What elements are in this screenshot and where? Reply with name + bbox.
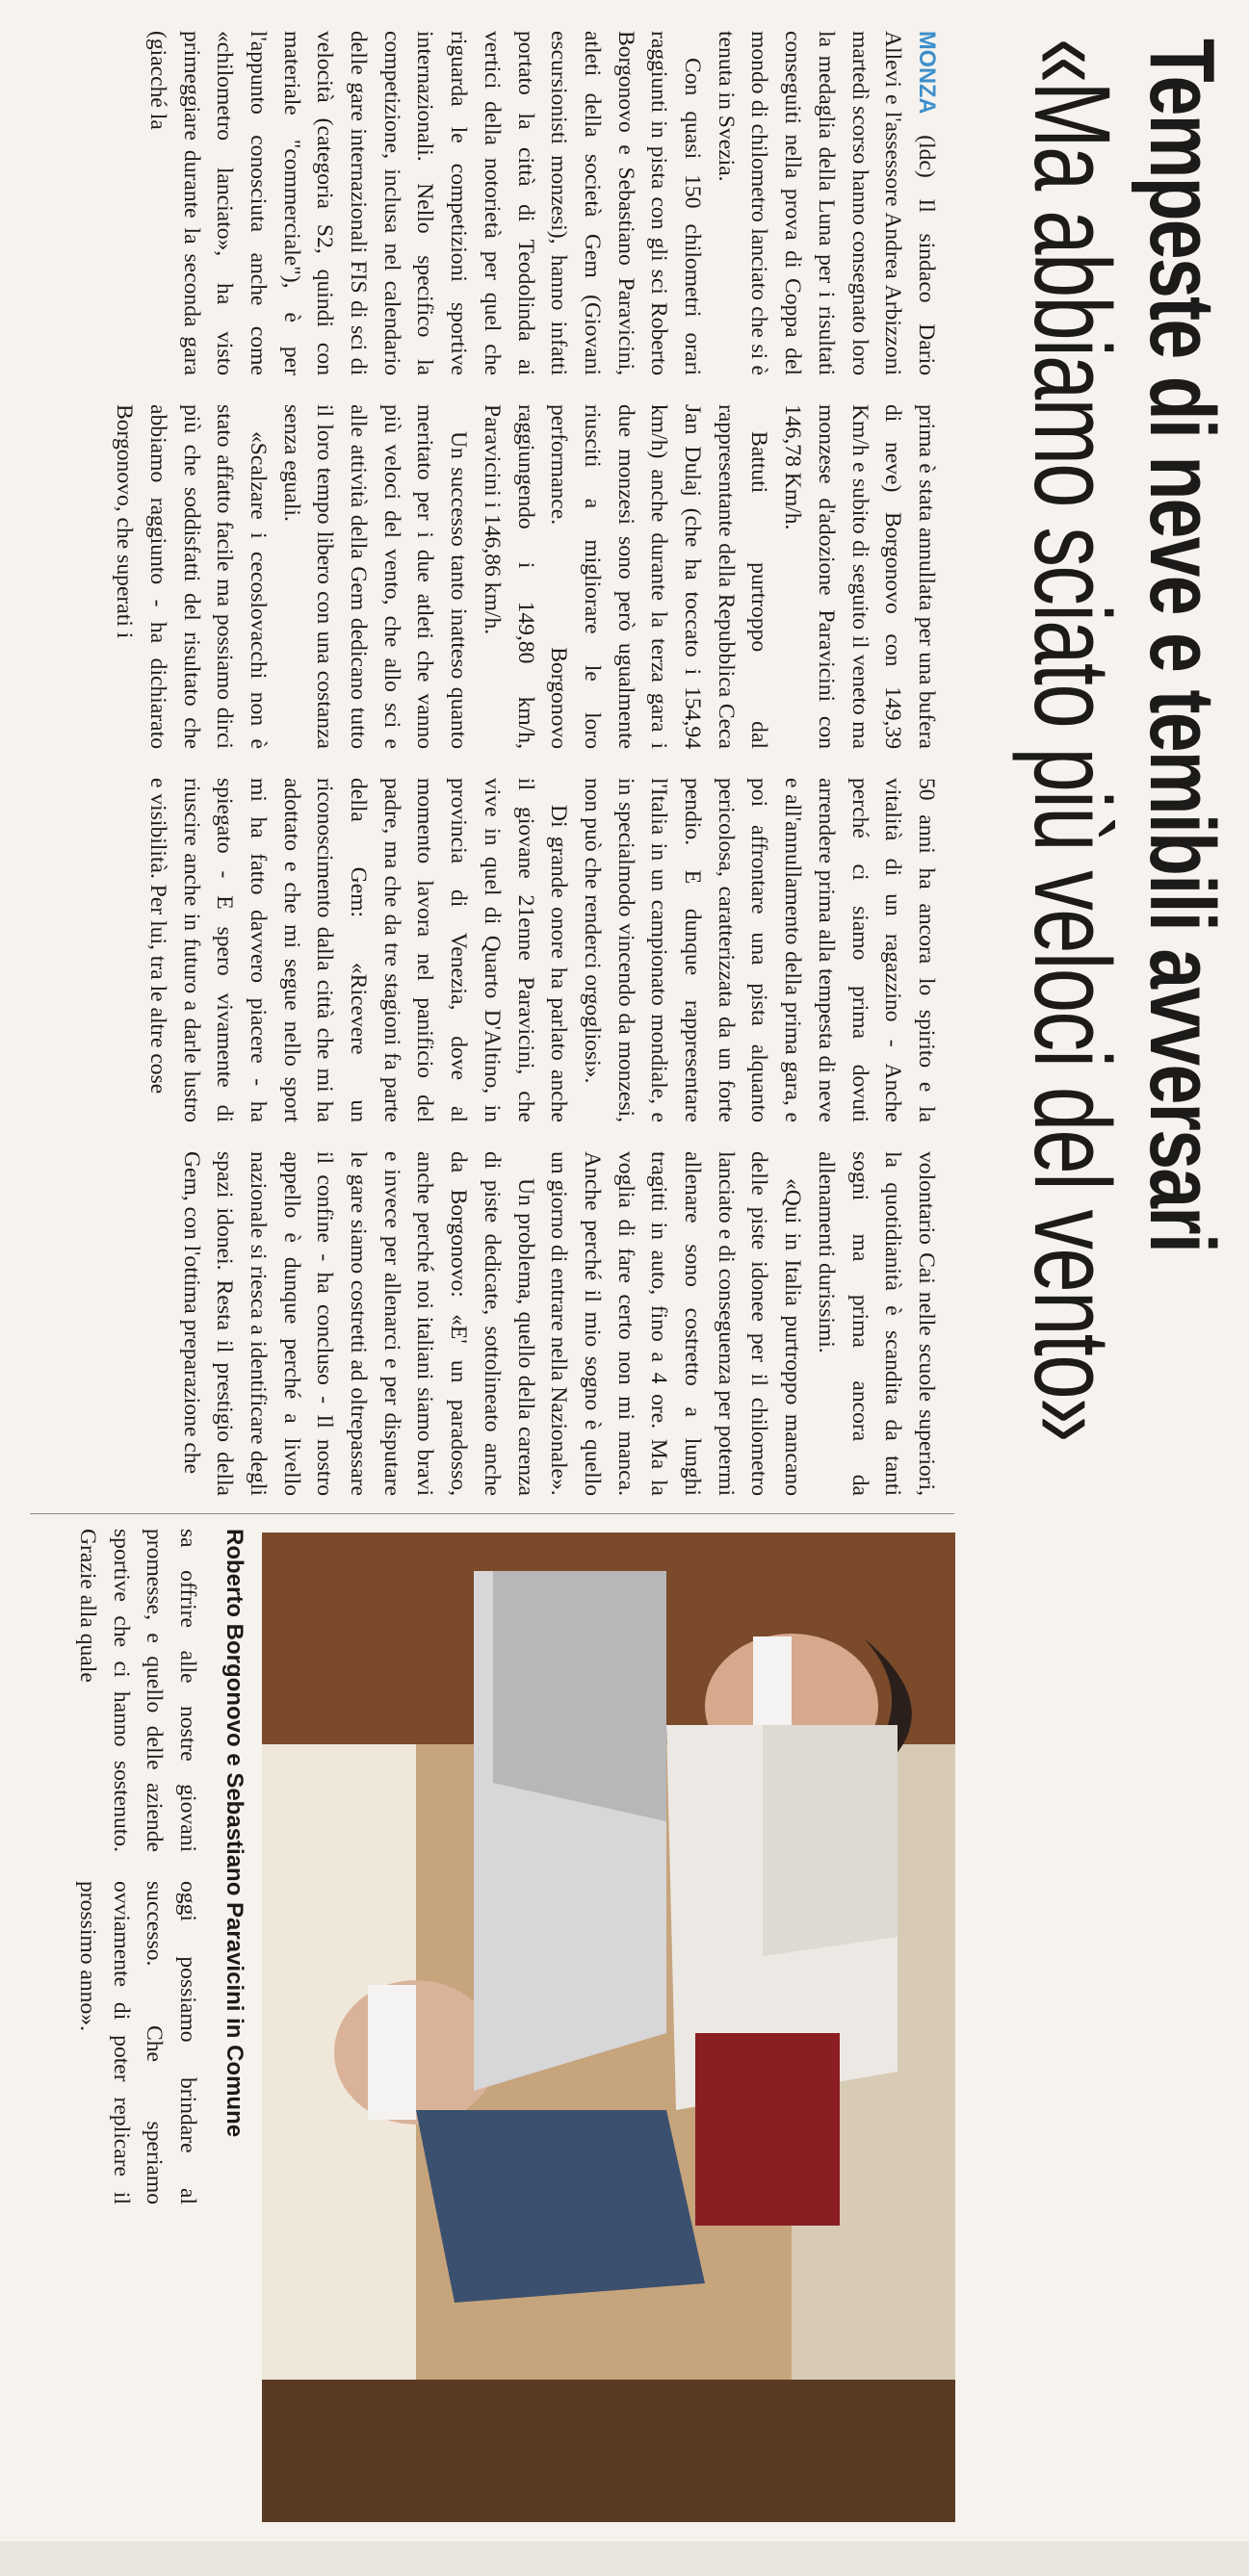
column-divider [30, 1513, 954, 1514]
paragraph [709, 31, 943, 375]
paragraph: 50 anni ha ancora lo spirito e la vitalità di un ragazzino - Anche perché ci siamo prima dovuti arrendere prima alla tempesta di neve e all'annullamento della prima gara, e poi affrontare una pista alquanto pericolosa, caratterizzata da un forte pendio. E dunque rappresentare l'Italia in un campionato mondiale, e in specialmodo vincendo da monzesi, non può che renderci orgogliosi». [579, 778, 939, 1122]
paragraph: prima è stata annullata per una bufera di neve) Borgonovo con 149,39 Km/h e subito di seguito il veneto ma monzese d'adozione Paravicini con 146,78 Km/h. [780, 404, 939, 749]
page-edge [0, 2541, 1249, 2576]
text-column-4 [174, 1151, 943, 1496]
paragraph: Un problema, quello della carenza di piste dedicate, sottolineato anche da Borgonovo: «E' un paradosso, anche perché noi italiani siamo bravi e invece per allenarci e per disputare le gare siamo costretti ad oltrepassare il confine - ha concluso - Il nostro appello è dunque perché a livello nazionale si riesca a identificare degli spazi idonei. Resta il prestigio della Gem, con l'ottima preparazione che [178, 1151, 538, 1496]
text-column-1 [141, 31, 943, 375]
paragraph: Un successo tanto inatteso quanto meritato per i due atleti che vanno più veloci del vento, che allo sci e alle attività della Gem dedicano tutto il loro tempo libero con una costanza senza eguali. [278, 404, 472, 749]
paragraph: «Qui in Italia purtroppo mancano delle piste idonee per il chilometro lanciato e di conseguenza per potermi allenare sono costretto a lunghi tragitti in auto, fino a 4 ore. Ma la voglia di fare certo non mi manca. Anche perché il mio sogno è quello un giorno di entrare nella Nazionale». [546, 1151, 806, 1496]
paragraph: volontario Cai nelle scuole superiori, la quotidianità è scandita da tanti sogni ma prima ancora da allenamenti durissimi. [813, 1151, 939, 1496]
text-column-2 [107, 404, 943, 749]
photo [262, 1533, 955, 2522]
photo-illustration [262, 1533, 955, 2522]
paragraph: Con quasi 150 chilometri orari raggiunti in pista con gli sci Roberto Borgonovo e Sebastiano Paravicini, atleti della società Gem (Giovani escursionisti monzesi), hanno infatti portato la città di Teodolinda ai vertici della notorietà per quel che riguarda le competizioni sportive internazionali. Nello specifico la competizione, inclusa nel calendario delle gare internazionali FIS di sci di velocità (categoria S2, quindi con materiale "commerciale"), è per l'appunto conosciuta anche come «chilometro lanciato», ha visto primeggiare durante la seconda gara (giacché la [144, 31, 706, 375]
text-column-3 [141, 778, 943, 1122]
paragraph: oggi possiamo brindare al successo. Che speriamo ovviamente di poter replicare il prossimo anno». [74, 1881, 200, 2204]
photo-caption: Roberto Borgonovo e Sebastiano Paravicini in Comune [221, 1529, 247, 2138]
paragraph: «Scalzare i cecoslovacchi non è stato affatto facile ma possiamo dirci più che soddisfatti del risultato che abbiamo raggiunto - ha dichiarato Borgonovo, che superati i [112, 404, 271, 749]
main-headline: «Ma abbiamo sciato più veloci del vento» [1012, 39, 1132, 1441]
paragraph-text: (ldc) Il sindaco Dario Allevi e l'assessore Andrea Arbizzoni martedì scorso hanno consegnato loro la medaglia della Luna per i risultati conseguiti nella prova di Coppa del mondo di chilometro lanciato che si è tenuta in Svezia. [713, 31, 939, 375]
kicker-headline: Tempeste di neve e temibili avversari [1131, 39, 1234, 1252]
paragraph: Battuti purtroppo dal rappresentante della Repubblica Ceca Jan Dulaj (che ha toccato i 154,94 km/h) anche durante la terza gara i due monzesi sono però ugualmente riusciti a migliorare le loro performance. Borgonovo raggiungendo i 149,80 km/h, Paravicini i 146,86 km/h. [479, 404, 772, 749]
dateline: MONZA [914, 31, 939, 115]
paragraph: sa offrire alle nostre giovani promesse, e quello delle aziende sportive che ci hanno sostenuto. Grazie alla quale [74, 1529, 200, 1852]
paragraph: Di grande onore ha parlato anche il giovane 21enne Paravicini, che vive in quel di Quarto D'Altino, in provincia di Venezia, dove al momento lavora nel panificio del padre, ma che da tre stagioni fa parte della Gem: «Ricevere un riconoscimento dalla città che mi ha adottato e che mi segue nello sport mi ha fatto davvero piacere - ha spiegato - E spero vivamente di riuscire anche in futuro a darle lustro e visibilità. Per lui, tra le altre cose [144, 778, 572, 1122]
